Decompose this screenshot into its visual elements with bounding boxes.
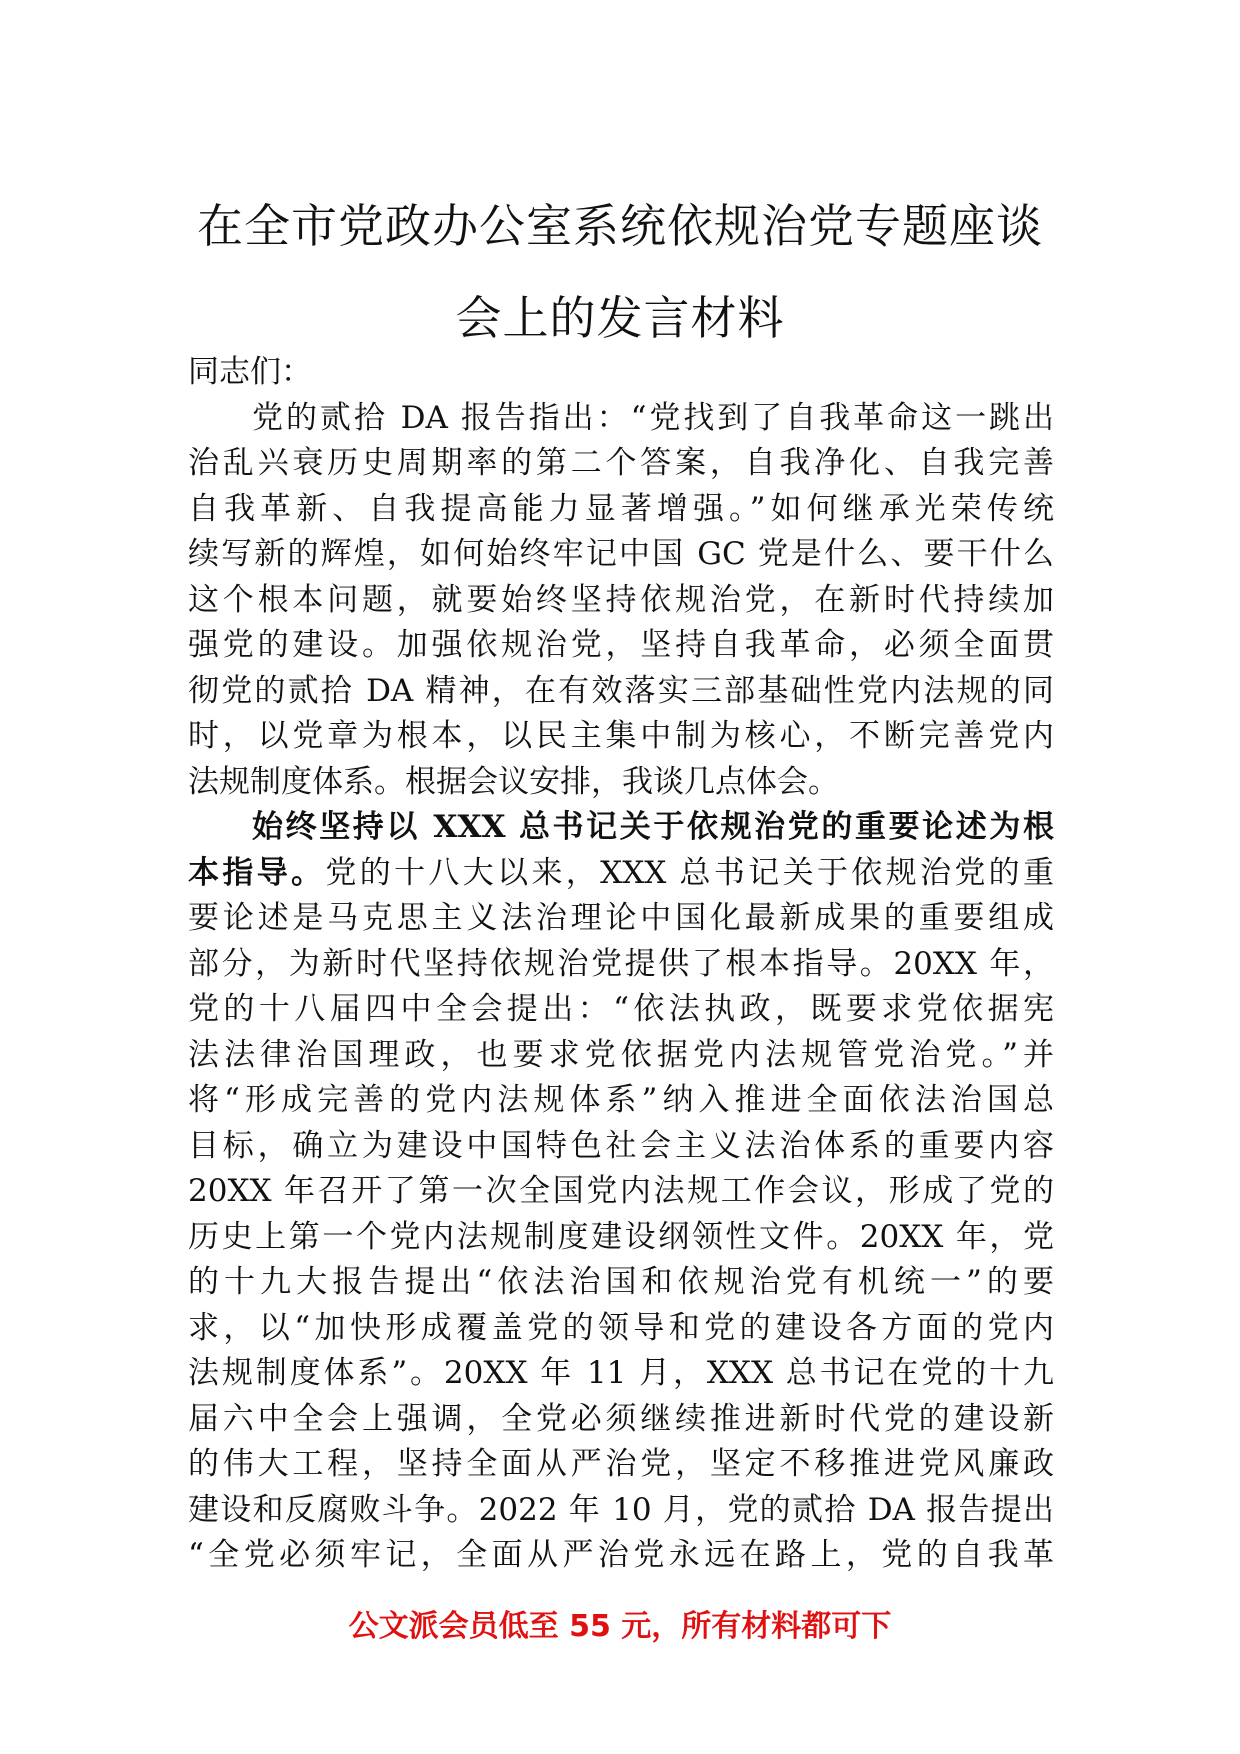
body-line: 部分，为新时代坚持依规治党提供了根本指导。20XX 年， — [188, 945, 1054, 982]
document-title-line-1: 在全市党政办公室系统依规治党专题座谈 — [197, 199, 1043, 253]
body-line: 要论述是马克思主义法治理论中国化最新成果的重要组成 — [188, 900, 1054, 936]
body-line: 求，以“加快形成覆盖党的领导和党的建设各方面的党内 — [188, 1309, 1054, 1346]
body-line: 法法律治国理政，也要求党依据党内法规管党治党。”并 — [188, 1036, 1054, 1073]
body-line: 法规制度体系”。20XX 年 11 月，XXX 总书记在党的十九 — [188, 1355, 1054, 1391]
document-title-line-2: 会上的发言材料 — [455, 291, 785, 345]
body-line: 历史上第一个党内法规制度建设纲领性文件。20XX 年，党 — [188, 1218, 1054, 1255]
body-line: 续写新的辉煌，如何始终牢记中国 GC 党是什么、要干什么 — [188, 536, 1054, 572]
body-line: 自我革新、自我提高能力显著增强。”如何继承光荣传统 — [188, 490, 1054, 527]
section-heading: 始终坚持以 XXX 总书记关于依规治党的重要论述为根 — [252, 809, 1054, 845]
body-line: 的伟大工程，坚持全面从严治党，坚定不移推进党风廉政 — [188, 1446, 1054, 1482]
body-line: 党的十八届四中全会提出：“依法执政，既要求党依据宪 — [188, 991, 1054, 1027]
body-line: 彻党的贰拾 DA 精神，在有效落实三部基础性党内法规的同 — [188, 672, 1054, 709]
document-body — [188, 350, 1054, 1579]
body-line: 时，以党章为根本，以民主集中制为核心，不断完善党内 — [188, 718, 1054, 754]
body-line: 20XX 年召开了第一次全国党内法规工作会议，形成了党的 — [188, 1173, 1054, 1209]
body-line: 将“形成完善的党内法规体系”纳入推进全面依法治国总 — [188, 1082, 1054, 1118]
body-line: 强党的建设。加强依规治党，坚持自我革命，必须全面贯 — [188, 627, 1054, 663]
body-line: “全党必须牢记，全面从严治党永远在路上，党的自我革 — [188, 1537, 1054, 1573]
body-line-mixed — [188, 851, 1054, 897]
body-line: 这个根本问题，就要始终坚持依规治党，在新时代持续加 — [188, 581, 1054, 618]
promo-footer: 公文派会员低至 55 元，所有材料都可下 — [348, 1609, 892, 1644]
section-heading-tail: 本指导。 — [188, 854, 326, 891]
body-line: 建设和反腐败斗争。2022 年 10 月，党的贰拾 DA 报告提出 — [188, 1491, 1054, 1528]
body-line: 的十九大报告提出“依法治国和依规治党有机统一”的要 — [188, 1264, 1054, 1300]
body-line: 治乱兴衰历史周期率的第二个答案，自我净化、自我完善 — [188, 445, 1054, 481]
body-line: 目标，确立为建设中国特色社会主义法治体系的重要内容 — [188, 1127, 1054, 1164]
salutation: 同志们： — [188, 354, 312, 390]
body-line: 届六中全会上强调，全党必须继续推进新时代党的建设新 — [188, 1400, 1054, 1437]
body-line: 党的贰拾 DA 报告指出：“党找到了自我革命这一跳出 — [252, 399, 1054, 436]
body-text-run: 党的十八大以来，XXX 总书记关于依规治党的重 — [325, 854, 1055, 891]
body-line: 法规制度体系。根据会议安排，我谈几点体会。 — [188, 763, 839, 800]
